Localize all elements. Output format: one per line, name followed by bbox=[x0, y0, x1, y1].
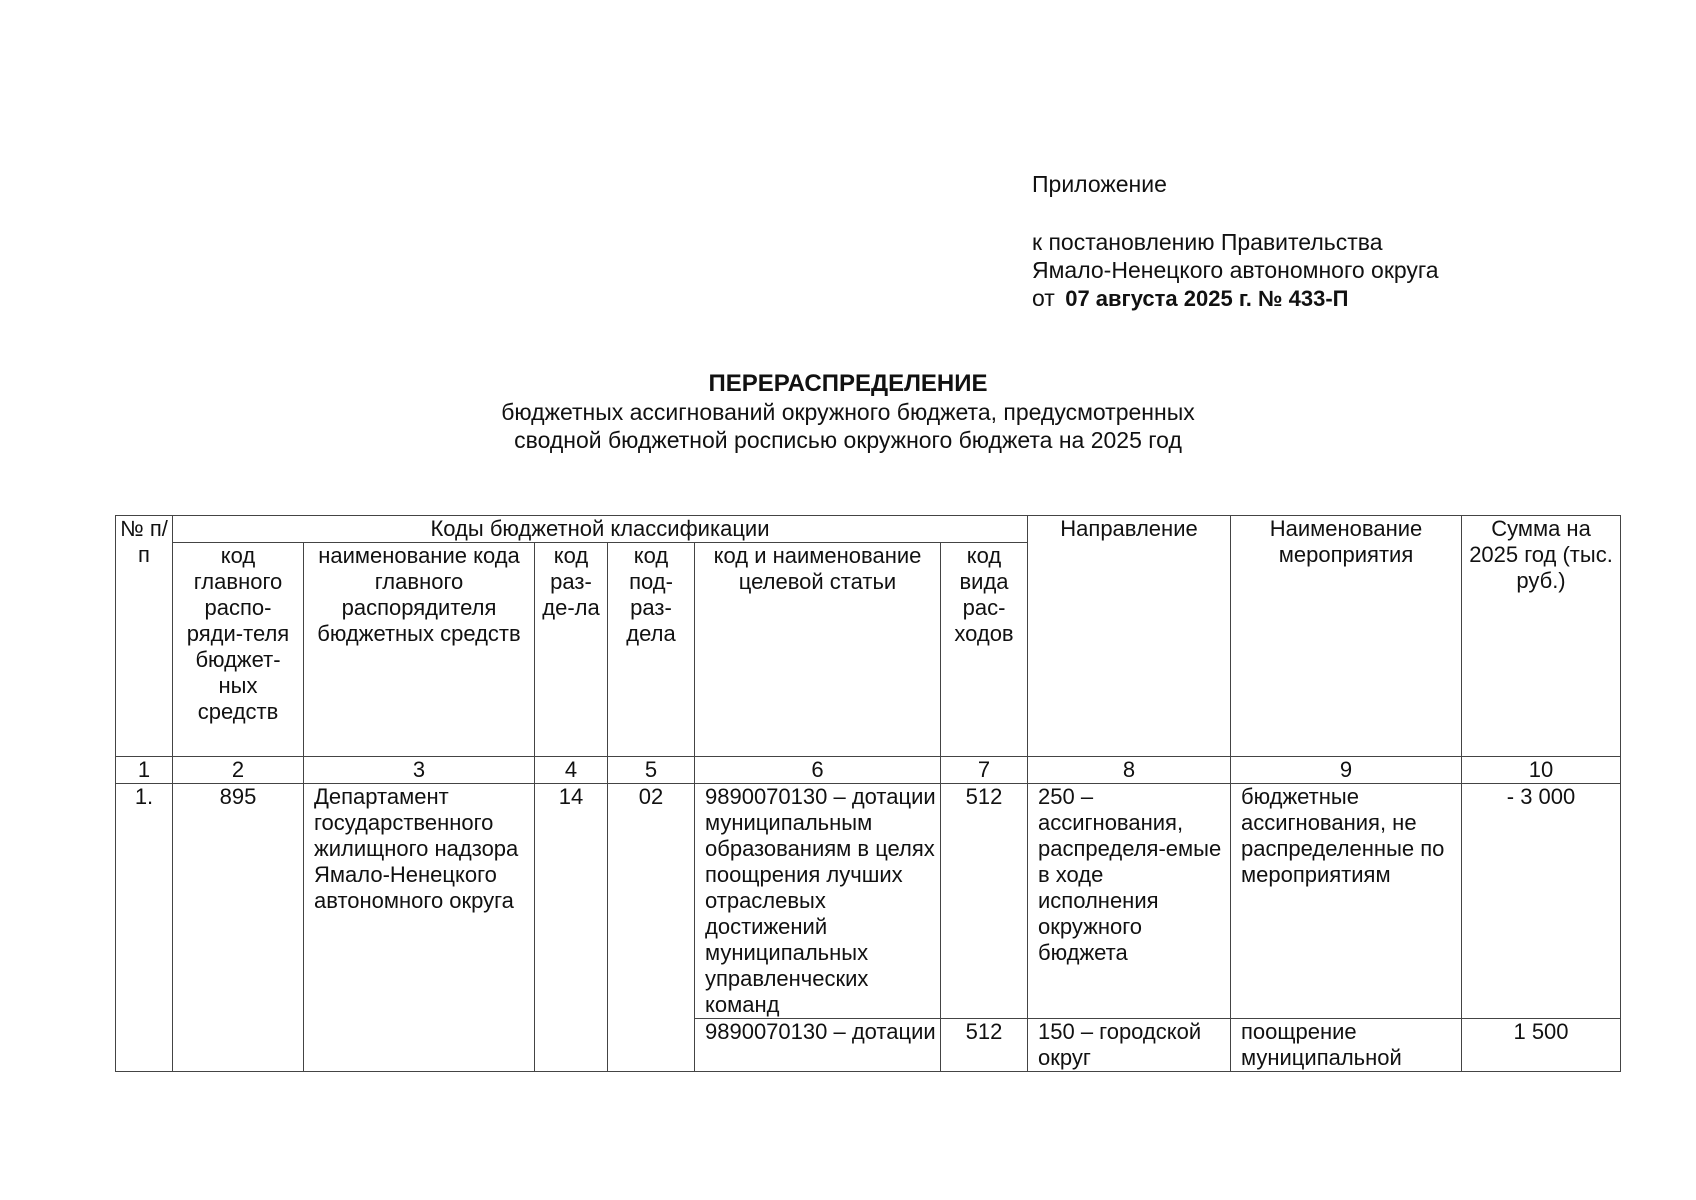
header-amount: Сумма на 2025 год (тыс. руб.) bbox=[1462, 516, 1621, 757]
row-amount: 1 500 bbox=[1462, 1019, 1621, 1072]
header-subsection: код под-раз-дела bbox=[608, 543, 695, 757]
col-number: 3 bbox=[304, 757, 535, 784]
header-grbs-code: код главного распо-ряди-теля бюджет-ных средств bbox=[173, 543, 304, 757]
row-direction: 150 – городской округ bbox=[1028, 1019, 1231, 1072]
row-direction: 250 – ассигнования, распределя-емые в ходе исполнения окружного бюджета bbox=[1028, 784, 1231, 1019]
annex-label: Приложение bbox=[1032, 171, 1167, 197]
column-numbers-row bbox=[116, 757, 1621, 784]
budget-table bbox=[115, 515, 1621, 1072]
header-codes-group: Коды бюджетной классификации bbox=[173, 516, 1028, 543]
header-target: код и наименование целевой статьи bbox=[695, 543, 941, 757]
row-target: 9890070130 – дотации bbox=[695, 1019, 941, 1072]
col-number: 10 bbox=[1462, 757, 1621, 784]
col-number: 8 bbox=[1028, 757, 1231, 784]
row-expense-type: 512 bbox=[941, 1019, 1028, 1072]
annex-date-line bbox=[1032, 284, 1439, 313]
title-line-1: бюджетных ассигнований окружного бюджета, предусмотренных bbox=[501, 399, 1195, 425]
annex-date-prefix: от bbox=[1032, 285, 1055, 311]
col-number: 9 bbox=[1231, 757, 1462, 784]
document-title bbox=[0, 370, 1696, 454]
row-target: 9890070130 – дотации муниципальным образованиям в целях поощрения лучших отраслевых достижений муниципальных управленческих команд bbox=[695, 784, 941, 1019]
row-num: 1. bbox=[116, 784, 173, 1072]
row-grbs-code: 895 bbox=[173, 784, 304, 1072]
col-number: 5 bbox=[608, 757, 695, 784]
row-grbs-name: Департамент государственного жилищного надзора Ямало-Ненецкого автономного округа bbox=[304, 784, 535, 1072]
annex-date-value: 07 августа 2025 г. № 433-П bbox=[1065, 286, 1349, 311]
header-direction: Направление bbox=[1028, 516, 1231, 757]
col-number: 4 bbox=[535, 757, 608, 784]
row-expense-type: 512 bbox=[941, 784, 1028, 1019]
col-number: 6 bbox=[695, 757, 941, 784]
header-grbs-name: наименование кода главного распорядителя бюджетных средств bbox=[304, 543, 535, 757]
col-number: 2 bbox=[173, 757, 304, 784]
header-section: код раз-де-ла bbox=[535, 543, 608, 757]
title-line-2: сводной бюджетной росписью окружного бюджета на 2025 год bbox=[514, 427, 1182, 453]
row-section: 14 bbox=[535, 784, 608, 1072]
table-row bbox=[116, 784, 1621, 1019]
row-amount: - 3 000 bbox=[1462, 784, 1621, 1019]
row-event: бюджетные ассигнования, не распределенные по мероприятиям bbox=[1231, 784, 1462, 1019]
annex-block bbox=[1032, 170, 1439, 313]
header-expense-type: код вида рас-ходов bbox=[941, 543, 1028, 757]
annex-line-2: Ямало-Ненецкого автономного округа bbox=[1032, 257, 1439, 283]
title-main: ПЕРЕРАСПРЕДЕЛЕНИЕ bbox=[708, 370, 988, 397]
header-event: Наименование мероприятия bbox=[1231, 516, 1462, 757]
col-number: 1 bbox=[116, 757, 173, 784]
col-number: 7 bbox=[941, 757, 1028, 784]
annex-line-1: к постановлению Правительства bbox=[1032, 229, 1383, 255]
header-num: № п/п bbox=[116, 516, 173, 757]
row-event: поощрение муниципальной bbox=[1231, 1019, 1462, 1072]
row-subsection: 02 bbox=[608, 784, 695, 1072]
header-row-1 bbox=[116, 516, 1621, 543]
